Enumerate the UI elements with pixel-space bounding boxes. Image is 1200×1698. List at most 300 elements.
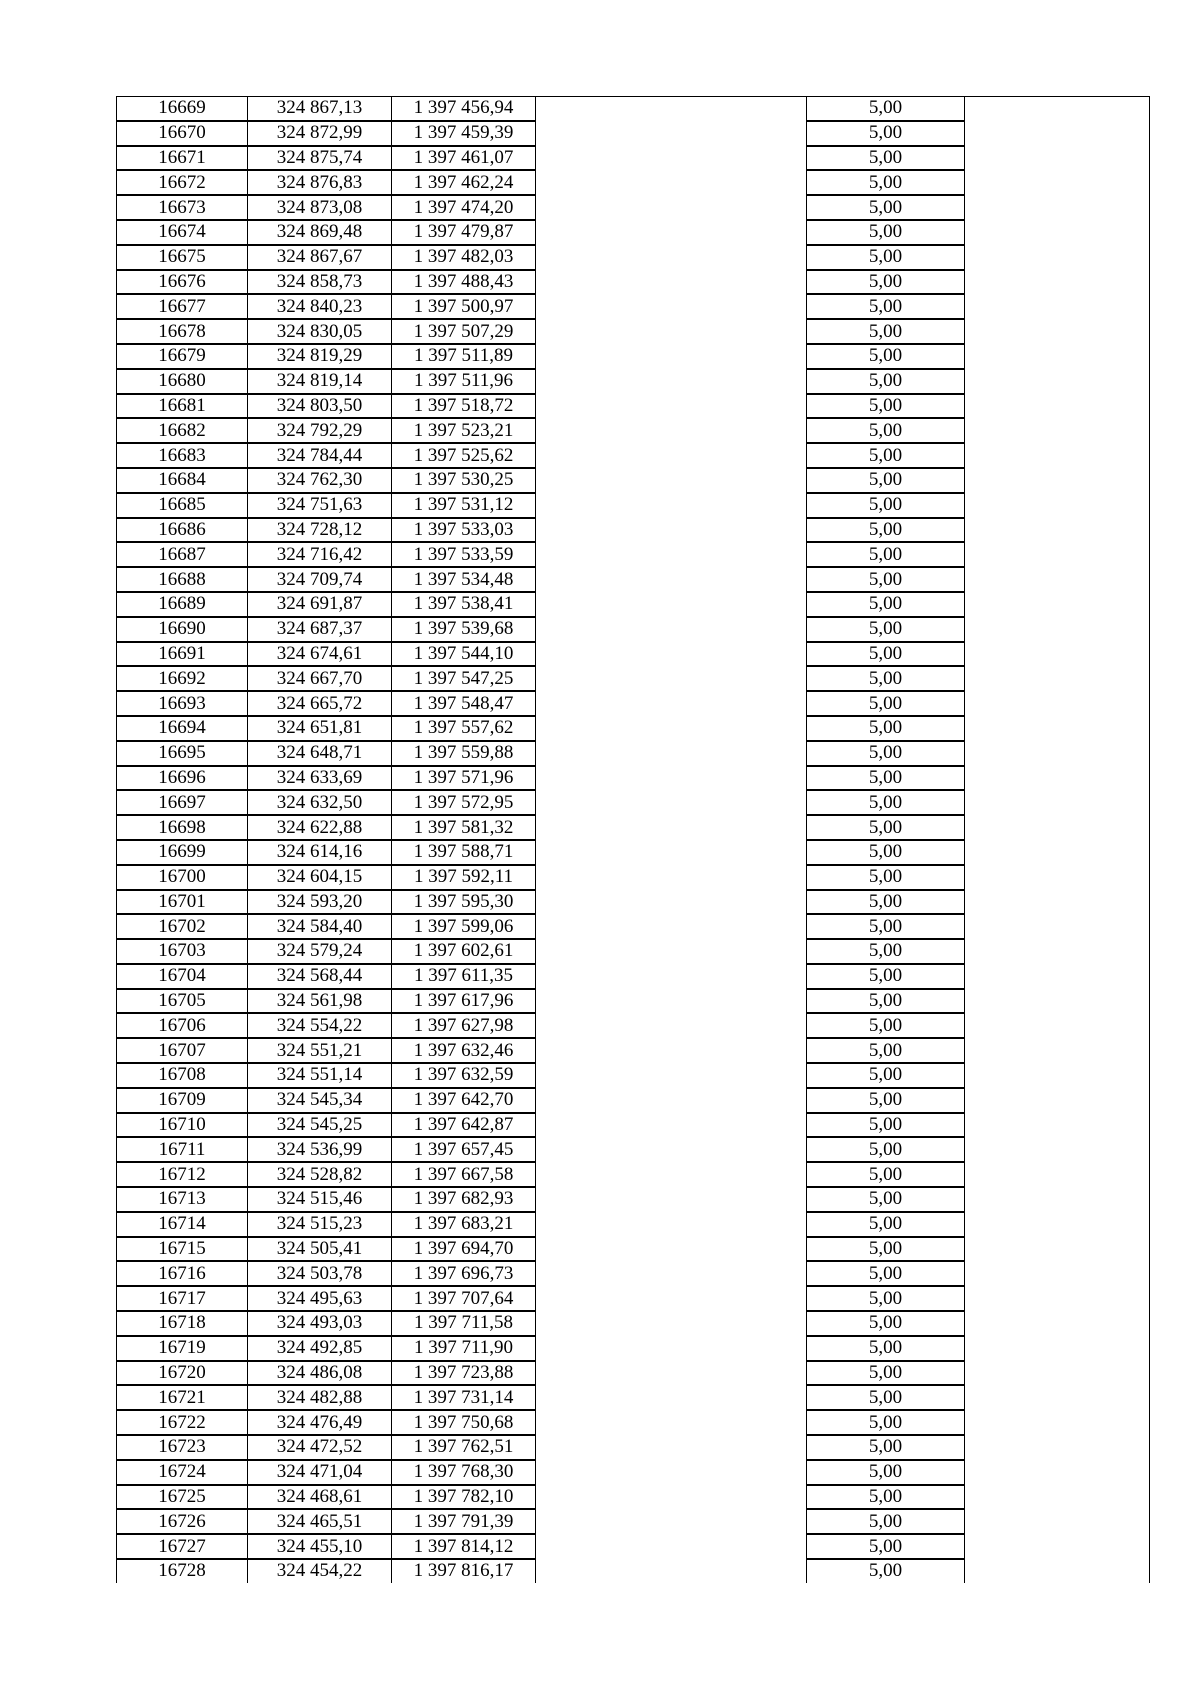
- y-coordinate-cell: 1 397 683,21: [392, 1212, 536, 1237]
- table-row: [117, 493, 1150, 518]
- y-coordinate-cell: 1 397 533,59: [392, 542, 536, 567]
- x-coordinate-cell: 324 751,63: [248, 493, 392, 518]
- x-coordinate-cell: 324 840,23: [248, 294, 392, 319]
- y-coordinate-cell: 1 397 572,95: [392, 790, 536, 815]
- y-coordinate-cell: 1 397 611,35: [392, 964, 536, 989]
- value-cell: 5,00: [807, 319, 965, 344]
- blank-cell: [536, 1162, 807, 1187]
- right-blank-cell: [965, 1187, 1150, 1212]
- blank-cell: [536, 319, 807, 344]
- value-cell: 5,00: [807, 642, 965, 667]
- table-row: [117, 1435, 1150, 1460]
- y-coordinate-cell: 1 397 548,47: [392, 691, 536, 716]
- blank-cell: [536, 840, 807, 865]
- x-coordinate-cell: 324 593,20: [248, 890, 392, 915]
- x-coordinate-cell: 324 472,52: [248, 1435, 392, 1460]
- table-row: [117, 716, 1150, 741]
- table-row: [117, 865, 1150, 890]
- x-coordinate-cell: 324 716,42: [248, 542, 392, 567]
- table-row: [117, 964, 1150, 989]
- right-blank-cell: [965, 914, 1150, 939]
- y-coordinate-cell: 1 397 500,97: [392, 294, 536, 319]
- x-coordinate-cell: 324 622,88: [248, 815, 392, 840]
- blank-cell: [536, 170, 807, 195]
- right-blank-cell: [965, 1485, 1150, 1510]
- right-blank-cell: [965, 617, 1150, 642]
- y-coordinate-cell: 1 397 461,07: [392, 146, 536, 171]
- right-blank-cell: [965, 394, 1150, 419]
- x-coordinate-cell: 324 486,08: [248, 1361, 392, 1386]
- y-coordinate-cell: 1 397 462,24: [392, 170, 536, 195]
- point-number-cell: 16715: [117, 1237, 248, 1262]
- blank-cell: [536, 642, 807, 667]
- blank-cell: [536, 592, 807, 617]
- right-blank-cell: [965, 691, 1150, 716]
- blank-cell: [536, 691, 807, 716]
- value-cell: 5,00: [807, 964, 965, 989]
- table-row: [117, 1286, 1150, 1311]
- y-coordinate-cell: 1 397 511,96: [392, 369, 536, 394]
- y-coordinate-cell: 1 397 642,70: [392, 1088, 536, 1113]
- blank-cell: [536, 1311, 807, 1336]
- point-number-cell: 16682: [117, 418, 248, 443]
- value-cell: 5,00: [807, 890, 965, 915]
- value-cell: 5,00: [807, 146, 965, 171]
- value-cell: 5,00: [807, 840, 965, 865]
- value-cell: 5,00: [807, 1212, 965, 1237]
- table-row: [117, 344, 1150, 369]
- point-number-cell: 16712: [117, 1162, 248, 1187]
- table-row: [117, 1385, 1150, 1410]
- table-row: [117, 666, 1150, 691]
- x-coordinate-cell: 324 784,44: [248, 443, 392, 468]
- x-coordinate-cell: 324 554,22: [248, 1013, 392, 1038]
- table-row: [117, 691, 1150, 716]
- blank-cell: [536, 1212, 807, 1237]
- y-coordinate-cell: 1 397 559,88: [392, 741, 536, 766]
- table-row: [117, 1485, 1150, 1510]
- y-coordinate-cell: 1 397 599,06: [392, 914, 536, 939]
- table-row: [117, 642, 1150, 667]
- right-blank-cell: [965, 1212, 1150, 1237]
- x-coordinate-cell: 324 873,08: [248, 195, 392, 220]
- point-number-cell: 16670: [117, 121, 248, 146]
- point-number-cell: 16700: [117, 865, 248, 890]
- y-coordinate-cell: 1 397 762,51: [392, 1435, 536, 1460]
- point-number-cell: 16726: [117, 1509, 248, 1534]
- table-row: [117, 1311, 1150, 1336]
- table-row: [117, 1237, 1150, 1262]
- right-blank-cell: [965, 1013, 1150, 1038]
- x-coordinate-cell: 324 872,99: [248, 121, 392, 146]
- table-row: [117, 890, 1150, 915]
- right-blank-cell: [965, 1088, 1150, 1113]
- right-blank-cell: [965, 1137, 1150, 1162]
- value-cell: 5,00: [807, 617, 965, 642]
- point-number-cell: 16713: [117, 1187, 248, 1212]
- table-row: [117, 790, 1150, 815]
- y-coordinate-cell: 1 397 571,96: [392, 766, 536, 791]
- right-blank-cell: [965, 815, 1150, 840]
- x-coordinate-cell: 324 515,46: [248, 1187, 392, 1212]
- y-coordinate-cell: 1 397 816,17: [392, 1559, 536, 1583]
- right-blank-cell: [965, 567, 1150, 592]
- y-coordinate-cell: 1 397 539,68: [392, 617, 536, 642]
- value-cell: 5,00: [807, 1187, 965, 1212]
- value-cell: 5,00: [807, 369, 965, 394]
- point-number-cell: 16708: [117, 1063, 248, 1088]
- value-cell: 5,00: [807, 170, 965, 195]
- point-number-cell: 16716: [117, 1261, 248, 1286]
- coordinates-table: [116, 96, 1150, 1583]
- right-blank-cell: [965, 592, 1150, 617]
- value-cell: 5,00: [807, 1113, 965, 1138]
- value-cell: 5,00: [807, 1162, 965, 1187]
- y-coordinate-cell: 1 397 627,98: [392, 1013, 536, 1038]
- x-coordinate-cell: 324 482,88: [248, 1385, 392, 1410]
- right-blank-cell: [965, 146, 1150, 171]
- blank-cell: [536, 443, 807, 468]
- blank-cell: [536, 518, 807, 543]
- value-cell: 5,00: [807, 1559, 965, 1583]
- x-coordinate-cell: 324 568,44: [248, 964, 392, 989]
- table-row: [117, 369, 1150, 394]
- right-blank-cell: [965, 741, 1150, 766]
- x-coordinate-cell: 324 492,85: [248, 1336, 392, 1361]
- x-coordinate-cell: 324 515,23: [248, 1212, 392, 1237]
- y-coordinate-cell: 1 397 711,58: [392, 1311, 536, 1336]
- table-row: [117, 245, 1150, 270]
- right-blank-cell: [965, 1534, 1150, 1559]
- right-blank-cell: [965, 790, 1150, 815]
- right-blank-cell: [965, 989, 1150, 1014]
- table-row: [117, 394, 1150, 419]
- y-coordinate-cell: 1 397 547,25: [392, 666, 536, 691]
- table-row: [117, 1509, 1150, 1534]
- point-number-cell: 16693: [117, 691, 248, 716]
- value-cell: 5,00: [807, 195, 965, 220]
- y-coordinate-cell: 1 397 667,58: [392, 1162, 536, 1187]
- point-number-cell: 16699: [117, 840, 248, 865]
- table-row: [117, 939, 1150, 964]
- right-blank-cell: [965, 270, 1150, 295]
- right-blank-cell: [965, 1237, 1150, 1262]
- y-coordinate-cell: 1 397 750,68: [392, 1410, 536, 1435]
- blank-cell: [536, 369, 807, 394]
- point-number-cell: 16692: [117, 666, 248, 691]
- value-cell: 5,00: [807, 344, 965, 369]
- table-row: [117, 1534, 1150, 1559]
- table-row: [117, 294, 1150, 319]
- point-number-cell: 16698: [117, 815, 248, 840]
- table-row: [117, 914, 1150, 939]
- y-coordinate-cell: 1 397 581,32: [392, 815, 536, 840]
- y-coordinate-cell: 1 397 694,70: [392, 1237, 536, 1262]
- y-coordinate-cell: 1 397 642,87: [392, 1113, 536, 1138]
- value-cell: 5,00: [807, 1038, 965, 1063]
- right-blank-cell: [965, 493, 1150, 518]
- point-number-cell: 16686: [117, 518, 248, 543]
- table-row: [117, 195, 1150, 220]
- y-coordinate-cell: 1 397 707,64: [392, 1286, 536, 1311]
- table-row: [117, 146, 1150, 171]
- value-cell: 5,00: [807, 865, 965, 890]
- x-coordinate-cell: 324 528,82: [248, 1162, 392, 1187]
- point-number-cell: 16697: [117, 790, 248, 815]
- y-coordinate-cell: 1 397 791,39: [392, 1509, 536, 1534]
- x-coordinate-cell: 324 867,13: [248, 97, 392, 121]
- table-row: [117, 1336, 1150, 1361]
- x-coordinate-cell: 324 584,40: [248, 914, 392, 939]
- right-blank-cell: [965, 1460, 1150, 1485]
- x-coordinate-cell: 324 551,21: [248, 1038, 392, 1063]
- table-row: [117, 170, 1150, 195]
- right-blank-cell: [965, 939, 1150, 964]
- value-cell: 5,00: [807, 518, 965, 543]
- blank-cell: [536, 1113, 807, 1138]
- blank-cell: [536, 666, 807, 691]
- y-coordinate-cell: 1 397 557,62: [392, 716, 536, 741]
- table-row: [117, 1410, 1150, 1435]
- point-number-cell: 16688: [117, 567, 248, 592]
- point-number-cell: 16689: [117, 592, 248, 617]
- value-cell: 5,00: [807, 1410, 965, 1435]
- point-number-cell: 16678: [117, 319, 248, 344]
- value-cell: 5,00: [807, 97, 965, 121]
- table-row: [117, 1063, 1150, 1088]
- point-number-cell: 16719: [117, 1336, 248, 1361]
- x-coordinate-cell: 324 454,22: [248, 1559, 392, 1583]
- blank-cell: [536, 468, 807, 493]
- value-cell: 5,00: [807, 1435, 965, 1460]
- blank-cell: [536, 914, 807, 939]
- table-row: [117, 1137, 1150, 1162]
- point-number-cell: 16709: [117, 1088, 248, 1113]
- table-row: [117, 815, 1150, 840]
- blank-cell: [536, 1088, 807, 1113]
- right-blank-cell: [965, 1559, 1150, 1583]
- point-number-cell: 16673: [117, 195, 248, 220]
- point-number-cell: 16711: [117, 1137, 248, 1162]
- point-number-cell: 16724: [117, 1460, 248, 1485]
- blank-cell: [536, 294, 807, 319]
- point-number-cell: 16721: [117, 1385, 248, 1410]
- blank-cell: [536, 989, 807, 1014]
- right-blank-cell: [965, 1038, 1150, 1063]
- value-cell: 5,00: [807, 1237, 965, 1262]
- value-cell: 5,00: [807, 1063, 965, 1088]
- table-row: [117, 1038, 1150, 1063]
- right-blank-cell: [965, 964, 1150, 989]
- blank-cell: [536, 121, 807, 146]
- value-cell: 5,00: [807, 1485, 965, 1510]
- value-cell: 5,00: [807, 815, 965, 840]
- right-blank-cell: [965, 319, 1150, 344]
- blank-cell: [536, 195, 807, 220]
- table-row: [117, 97, 1150, 121]
- table-row: [117, 1361, 1150, 1386]
- x-coordinate-cell: 324 665,72: [248, 691, 392, 716]
- y-coordinate-cell: 1 397 533,03: [392, 518, 536, 543]
- right-blank-cell: [965, 245, 1150, 270]
- value-cell: 5,00: [807, 394, 965, 419]
- value-cell: 5,00: [807, 989, 965, 1014]
- right-blank-cell: [965, 1410, 1150, 1435]
- value-cell: 5,00: [807, 245, 965, 270]
- x-coordinate-cell: 324 875,74: [248, 146, 392, 171]
- y-coordinate-cell: 1 397 544,10: [392, 642, 536, 667]
- x-coordinate-cell: 324 762,30: [248, 468, 392, 493]
- y-coordinate-cell: 1 397 731,14: [392, 1385, 536, 1410]
- value-cell: 5,00: [807, 666, 965, 691]
- point-number-cell: 16707: [117, 1038, 248, 1063]
- point-number-cell: 16671: [117, 146, 248, 171]
- x-coordinate-cell: 324 545,34: [248, 1088, 392, 1113]
- right-blank-cell: [965, 865, 1150, 890]
- blank-cell: [536, 964, 807, 989]
- x-coordinate-cell: 324 536,99: [248, 1137, 392, 1162]
- right-blank-cell: [965, 766, 1150, 791]
- table-row: [117, 592, 1150, 617]
- right-blank-cell: [965, 642, 1150, 667]
- y-coordinate-cell: 1 397 711,90: [392, 1336, 536, 1361]
- right-blank-cell: [965, 1311, 1150, 1336]
- blank-cell: [536, 766, 807, 791]
- x-coordinate-cell: 324 493,03: [248, 1311, 392, 1336]
- y-coordinate-cell: 1 397 617,96: [392, 989, 536, 1014]
- blank-cell: [536, 1063, 807, 1088]
- point-number-cell: 16710: [117, 1113, 248, 1138]
- table-row: [117, 418, 1150, 443]
- value-cell: 5,00: [807, 542, 965, 567]
- blank-cell: [536, 567, 807, 592]
- blank-cell: [536, 1485, 807, 1510]
- value-cell: 5,00: [807, 493, 965, 518]
- right-blank-cell: [965, 840, 1150, 865]
- x-coordinate-cell: 324 667,70: [248, 666, 392, 691]
- x-coordinate-cell: 324 819,14: [248, 369, 392, 394]
- value-cell: 5,00: [807, 741, 965, 766]
- blank-cell: [536, 716, 807, 741]
- x-coordinate-cell: 324 604,15: [248, 865, 392, 890]
- point-number-cell: 16675: [117, 245, 248, 270]
- point-number-cell: 16685: [117, 493, 248, 518]
- blank-cell: [536, 1361, 807, 1386]
- y-coordinate-cell: 1 397 511,89: [392, 344, 536, 369]
- point-number-cell: 16705: [117, 989, 248, 1014]
- y-coordinate-cell: 1 397 632,59: [392, 1063, 536, 1088]
- value-cell: 5,00: [807, 1013, 965, 1038]
- point-number-cell: 16674: [117, 220, 248, 245]
- table-row: [117, 1212, 1150, 1237]
- x-coordinate-cell: 324 709,74: [248, 567, 392, 592]
- value-cell: 5,00: [807, 790, 965, 815]
- right-blank-cell: [965, 1113, 1150, 1138]
- table-row: [117, 766, 1150, 791]
- y-coordinate-cell: 1 397 592,11: [392, 865, 536, 890]
- x-coordinate-cell: 324 651,81: [248, 716, 392, 741]
- right-blank-cell: [965, 1162, 1150, 1187]
- y-coordinate-cell: 1 397 723,88: [392, 1361, 536, 1386]
- blank-cell: [536, 865, 807, 890]
- x-coordinate-cell: 324 632,50: [248, 790, 392, 815]
- table-row: [117, 989, 1150, 1014]
- y-coordinate-cell: 1 397 538,41: [392, 592, 536, 617]
- value-cell: 5,00: [807, 1311, 965, 1336]
- blank-cell: [536, 1385, 807, 1410]
- point-number-cell: 16701: [117, 890, 248, 915]
- blank-cell: [536, 1261, 807, 1286]
- x-coordinate-cell: 324 505,41: [248, 1237, 392, 1262]
- x-coordinate-cell: 324 830,05: [248, 319, 392, 344]
- x-coordinate-cell: 324 551,14: [248, 1063, 392, 1088]
- right-blank-cell: [965, 1063, 1150, 1088]
- table-row: [117, 1113, 1150, 1138]
- right-blank-cell: [965, 518, 1150, 543]
- table-row: [117, 542, 1150, 567]
- table-row: [117, 518, 1150, 543]
- table-row: [117, 567, 1150, 592]
- right-blank-cell: [965, 344, 1150, 369]
- point-number-cell: 16706: [117, 1013, 248, 1038]
- value-cell: 5,00: [807, 1286, 965, 1311]
- point-number-cell: 16694: [117, 716, 248, 741]
- value-cell: 5,00: [807, 1261, 965, 1286]
- y-coordinate-cell: 1 397 482,03: [392, 245, 536, 270]
- y-coordinate-cell: 1 397 479,87: [392, 220, 536, 245]
- y-coordinate-cell: 1 397 657,45: [392, 1137, 536, 1162]
- blank-cell: [536, 1038, 807, 1063]
- right-blank-cell: [965, 195, 1150, 220]
- table-row: [117, 121, 1150, 146]
- blank-cell: [536, 1336, 807, 1361]
- y-coordinate-cell: 1 397 814,12: [392, 1534, 536, 1559]
- point-number-cell: 16684: [117, 468, 248, 493]
- right-blank-cell: [965, 1336, 1150, 1361]
- x-coordinate-cell: 324 614,16: [248, 840, 392, 865]
- y-coordinate-cell: 1 397 525,62: [392, 443, 536, 468]
- blank-cell: [536, 394, 807, 419]
- point-number-cell: 16681: [117, 394, 248, 419]
- blank-cell: [536, 1137, 807, 1162]
- point-number-cell: 16696: [117, 766, 248, 791]
- right-blank-cell: [965, 97, 1150, 121]
- right-blank-cell: [965, 170, 1150, 195]
- point-number-cell: 16702: [117, 914, 248, 939]
- value-cell: 5,00: [807, 443, 965, 468]
- y-coordinate-cell: 1 397 459,39: [392, 121, 536, 146]
- blank-cell: [536, 790, 807, 815]
- blank-cell: [536, 1435, 807, 1460]
- x-coordinate-cell: 324 803,50: [248, 394, 392, 419]
- point-number-cell: 16720: [117, 1361, 248, 1386]
- right-blank-cell: [965, 1385, 1150, 1410]
- y-coordinate-cell: 1 397 768,30: [392, 1460, 536, 1485]
- right-blank-cell: [965, 468, 1150, 493]
- value-cell: 5,00: [807, 1509, 965, 1534]
- blank-cell: [536, 1534, 807, 1559]
- blank-cell: [536, 1237, 807, 1262]
- blank-cell: [536, 245, 807, 270]
- blank-cell: [536, 1509, 807, 1534]
- y-coordinate-cell: 1 397 507,29: [392, 319, 536, 344]
- value-cell: 5,00: [807, 567, 965, 592]
- table-row: [117, 319, 1150, 344]
- blank-cell: [536, 220, 807, 245]
- table-row: [117, 443, 1150, 468]
- x-coordinate-cell: 324 691,87: [248, 592, 392, 617]
- point-number-cell: 16680: [117, 369, 248, 394]
